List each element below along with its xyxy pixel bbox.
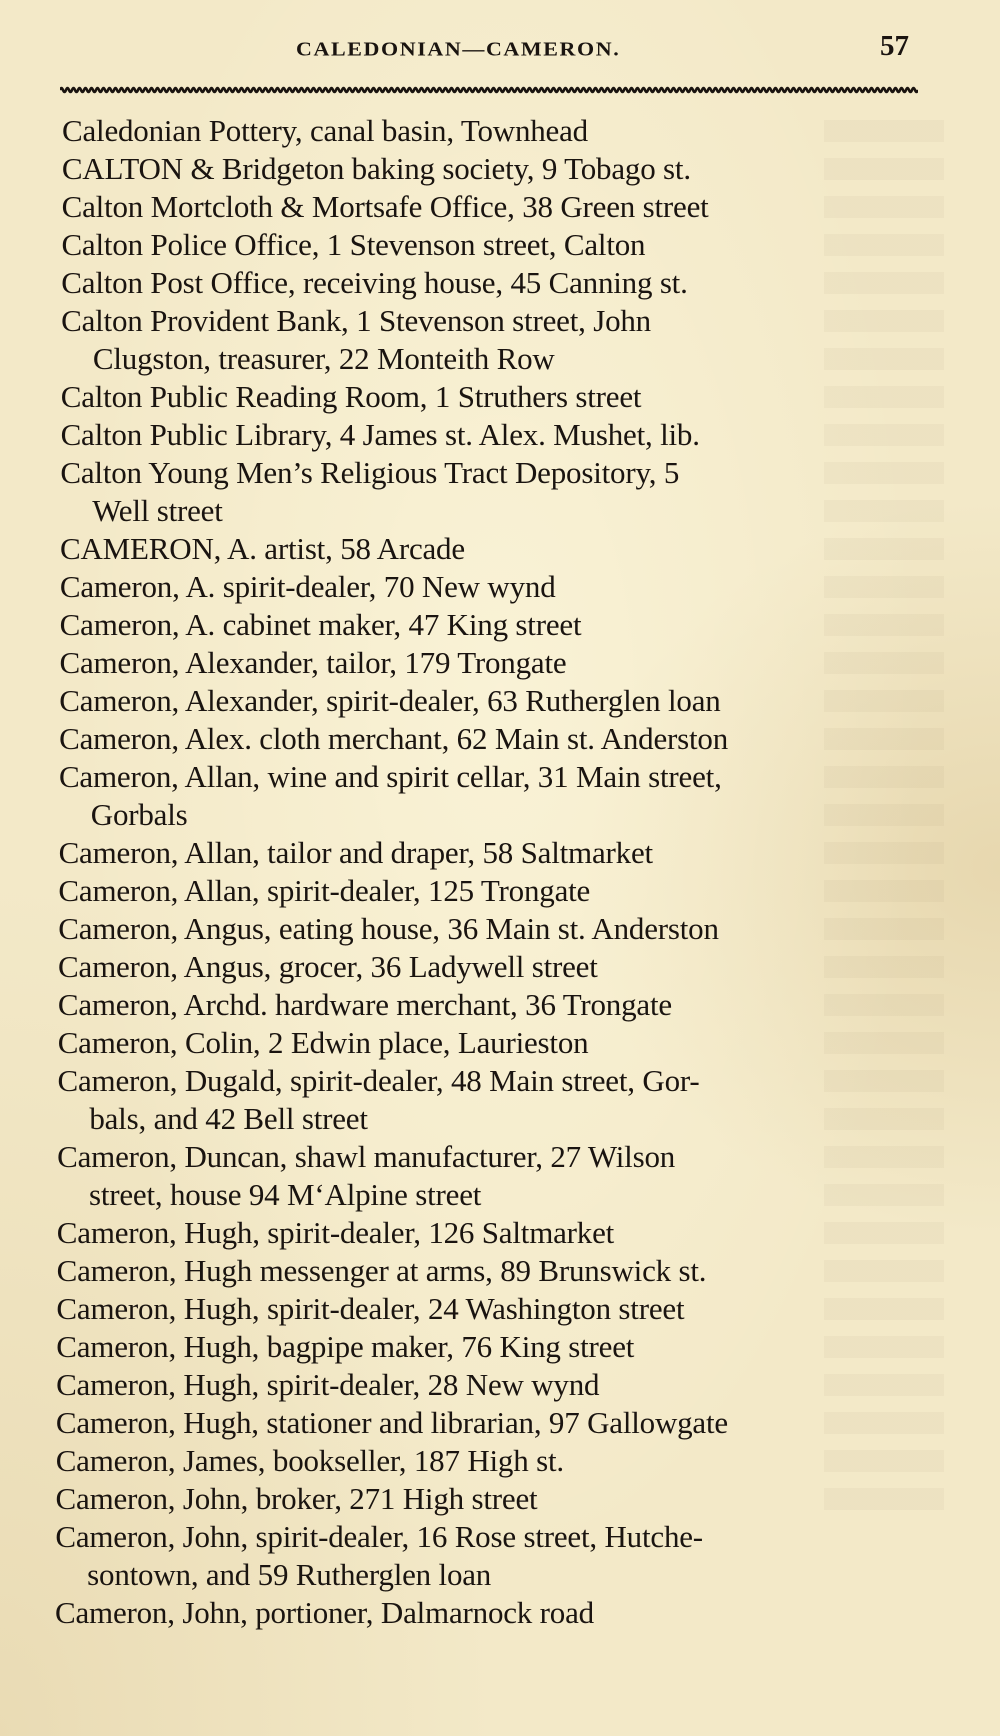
entry-line: Calton Public Library, 4 James st. Alex. Mushet, lib. xyxy=(60,417,700,452)
directory-entry xyxy=(0,720,1000,758)
directory-entry xyxy=(0,1366,1000,1404)
entry-continuation-line: bals, and 42 Bell street xyxy=(89,1101,368,1136)
directory-entry xyxy=(0,1328,1000,1366)
entry-continuation-line: Well street xyxy=(92,493,223,528)
entry-line: Cameron, A. cabinet maker, 47 King street xyxy=(59,607,582,642)
directory-entry xyxy=(0,910,1000,948)
directory-entry xyxy=(0,986,1000,1024)
entry-line: Cameron, Alexander, spirit-dealer, 63 Rutherglen loan xyxy=(59,683,721,718)
directory-entry xyxy=(0,1214,1000,1252)
directory-entry xyxy=(0,1024,1000,1062)
directory-entry xyxy=(0,226,1000,264)
directory-entry xyxy=(0,1442,1000,1480)
entry-line: Cameron, Duncan, shawl manufacturer, 27 Wilson xyxy=(57,1139,676,1174)
entry-line: Cameron, A. spirit-dealer, 70 New wynd xyxy=(59,569,556,604)
entry-line: Calton Provident Bank, 1 Stevenson street, John xyxy=(61,303,651,338)
directory-entry xyxy=(0,530,1000,568)
directory-entry xyxy=(0,416,1000,454)
entry-line: Cameron, Allan, spirit-dealer, 125 Trongate xyxy=(58,873,591,908)
entry-line: Cameron, Hugh, stationer and librarian, 97 Gallowgate xyxy=(55,1405,728,1440)
entry-line: Cameron, Angus, grocer, 36 Ladywell street xyxy=(58,949,598,984)
directory-entry xyxy=(0,1252,1000,1290)
directory-entry xyxy=(0,264,1000,302)
directory-entry xyxy=(0,1290,1000,1328)
directory-entry xyxy=(0,1518,1000,1594)
wavy-rule-divider xyxy=(60,84,918,96)
directory-entry xyxy=(0,834,1000,872)
directory-entry xyxy=(0,568,1000,606)
entry-line: Calton Mortcloth & Mortsafe Office, 38 Green street xyxy=(61,189,709,224)
entry-continuation-line: Gorbals xyxy=(90,797,188,832)
directory-entry xyxy=(0,188,1000,226)
running-title: CALEDONIAN—CAMERON. xyxy=(296,37,621,61)
entry-continuation-line: street, house 94 M‘Alpine street xyxy=(88,1177,482,1212)
entry-line: Cameron, Hugh messenger at arms, 89 Brunswick st. xyxy=(56,1253,707,1288)
directory-entry xyxy=(0,1404,1000,1442)
entry-line: Cameron, John, portioner, Dalmarnock road xyxy=(55,1595,594,1630)
entry-continuation-line: Clugston, treasurer, 22 Monteith Row xyxy=(92,341,555,376)
directory-entry xyxy=(0,1062,1000,1138)
entry-line: Cameron, Hugh, spirit-dealer, 24 Washington street xyxy=(56,1291,685,1326)
entry-line: Calton Police Office, 1 Stevenson street, Calton xyxy=(61,227,646,262)
entry-line: Cameron, Alex. cloth merchant, 62 Main st. Anderston xyxy=(59,721,729,756)
directory-entry xyxy=(0,302,1000,378)
entry-line: Cameron, Hugh, spirit-dealer, 126 Saltmarket xyxy=(56,1215,615,1250)
entry-line: Cameron, John, spirit-dealer, 16 Rose street, Hutche- xyxy=(55,1519,703,1554)
directory-entry xyxy=(0,758,1000,834)
directory-entry xyxy=(0,644,1000,682)
entry-line: CALTON & Bridgeton baking society, 9 Tobago st. xyxy=(61,151,691,186)
entry-line: Calton Post Office, receiving house, 45 Canning st. xyxy=(61,265,688,300)
directory-entry xyxy=(0,948,1000,986)
entry-line: Cameron, Colin, 2 Edwin place, Laurieston xyxy=(57,1025,589,1060)
directory-entry xyxy=(0,1138,1000,1214)
entry-line: Cameron, Allan, wine and spirit cellar, 31 Main street, xyxy=(58,759,722,794)
entry-line: Cameron, James, bookseller, 187 High st. xyxy=(55,1443,564,1478)
entry-line: Cameron, Allan, tailor and draper, 58 Saltmarket xyxy=(58,835,653,870)
directory-entry xyxy=(0,454,1000,530)
directory-entries xyxy=(0,112,1000,1632)
entry-line: Cameron, Angus, eating house, 36 Main st. Anderston xyxy=(58,911,719,946)
entry-line: Cameron, Hugh, bagpipe maker, 76 King street xyxy=(56,1329,635,1364)
directory-entry xyxy=(0,1480,1000,1518)
entry-line: CAMERON, A. artist, 58 Arcade xyxy=(60,531,465,566)
directory-entry xyxy=(0,606,1000,644)
directory-entry xyxy=(0,872,1000,910)
directory-entry xyxy=(0,112,1000,150)
running-head xyxy=(0,30,1000,70)
entry-line: Cameron, Hugh, spirit-dealer, 28 New wynd xyxy=(56,1367,600,1402)
entry-line: Cameron, Dugald, spirit-dealer, 48 Main street, Gor- xyxy=(57,1063,700,1098)
entry-line: Cameron, Alexander, tailor, 179 Trongate xyxy=(59,645,567,680)
directory-entry xyxy=(0,150,1000,188)
entry-line: Calton Public Reading Room, 1 Struthers street xyxy=(60,379,642,414)
entry-line: Calton Young Men’s Religious Tract Depository, 5 xyxy=(60,455,680,490)
directory-entry xyxy=(0,682,1000,720)
page-number: 57 xyxy=(880,30,909,62)
entry-line: Caledonian Pottery, canal basin, Townhead xyxy=(62,113,588,148)
directory-entry xyxy=(0,1594,1000,1632)
entry-line: Cameron, Archd. hardware merchant, 36 Trongate xyxy=(57,987,672,1022)
directory-entry xyxy=(0,378,1000,416)
entry-continuation-line: sontown, and 59 Rutherglen loan xyxy=(87,1557,492,1592)
entry-line: Cameron, John, broker, 271 High street xyxy=(55,1481,538,1516)
